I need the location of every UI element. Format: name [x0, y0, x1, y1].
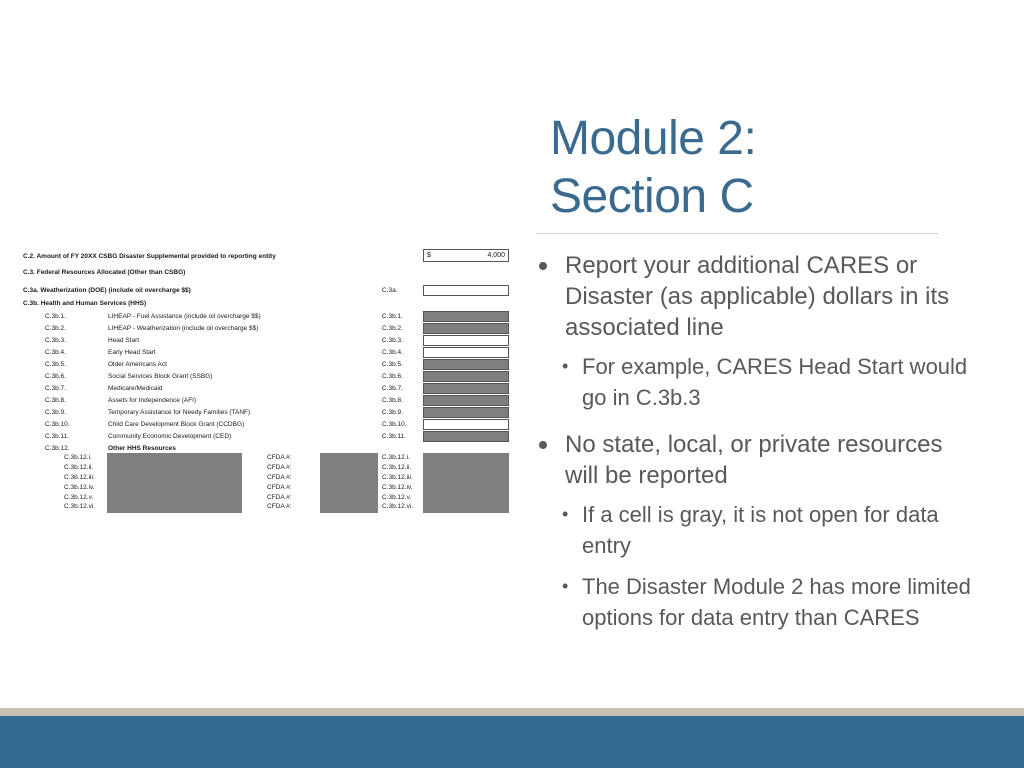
row-ref: C.3b.8.: [382, 397, 403, 404]
bullet-level1: No state, local, or private resources will be reported: [538, 429, 978, 491]
row-code: C.3b.10.: [45, 421, 70, 428]
row-code: C.3b.3.: [45, 337, 66, 344]
row-ref: C.3b.7.: [382, 385, 403, 392]
cfda-row-ref: C.3b.12.v.: [382, 494, 412, 501]
cfda-row-ref: C.3b.12.ii.: [382, 464, 412, 471]
c2-value-cell: [423, 249, 509, 262]
row-cell-gray: [423, 383, 509, 394]
row-code: C.3b.1.: [45, 313, 66, 320]
sheet-row-c3: [20, 267, 515, 279]
cfda-row-code: C.3b.12.iii.: [64, 474, 95, 481]
row-ref: C.3b.6.: [382, 373, 403, 380]
row-code: C.3b.11.: [45, 433, 70, 440]
row-ref: C.3b.2.: [382, 325, 403, 332]
row-label: Temporary Assistance for Needy Families (TANF): [108, 409, 251, 416]
title-divider: [536, 233, 938, 234]
c3b12-label: Other HHS Resources: [108, 445, 176, 452]
row-label: Community Economic Development (CED): [108, 433, 232, 440]
row-code: C.3b.2.: [45, 325, 66, 332]
cfda-label: CFDA #:: [267, 494, 292, 501]
c2-value: 4,000: [487, 252, 505, 259]
bullet-level2: • For example, CARES Head Start would go in C.3b.3: [538, 351, 978, 413]
sheet-row-c3b: [20, 298, 515, 310]
cfda-row-code: C.3b.12.iv.: [64, 484, 95, 491]
row-ref: C.3b.1.: [382, 313, 403, 320]
row-ref: C.3b.10.: [382, 421, 407, 428]
cfda-row-ref: C.3b.12.iv.: [382, 484, 413, 491]
row-ref: C.3b.3.: [382, 337, 403, 344]
bullet-level2: • The Disaster Module 2 has more limited options for data entry than CARES: [538, 571, 978, 633]
c3a-code: C.3a.: [382, 287, 398, 294]
cfda-label: CFDA #:: [267, 464, 292, 471]
row-code: C.3b.9.: [45, 409, 66, 416]
row-cell-gray: [423, 431, 509, 442]
bullet-level1: Report your additional CARES or Disaster (as applicable) dollars in its associated line: [538, 250, 978, 343]
cfda-number-cell: [320, 502, 378, 513]
cfda-label: CFDA #:: [267, 454, 292, 461]
bullet-list: [538, 250, 978, 643]
row-cell-open: [423, 335, 509, 346]
cfda-row-code: C.3b.12.v.: [64, 494, 94, 501]
c2-currency: $: [427, 252, 431, 259]
row-code: C.3b.4.: [45, 349, 66, 356]
row-label: Child Care Development Block Grant (CCDBG): [108, 421, 245, 428]
row-label: Early Head Start: [108, 349, 156, 356]
row-cell-gray: [423, 395, 509, 406]
footer-bar: [0, 716, 1024, 768]
row-cell-gray: [423, 359, 509, 370]
cfda-row-code: C.3b.12.i.: [64, 454, 92, 461]
row-ref: C.3b.4.: [382, 349, 403, 356]
row-label: Social Services Block Grant (SSBG): [108, 373, 213, 380]
row-label: Medicare/Medicaid: [108, 385, 163, 392]
cfda-amount-cell: [423, 502, 509, 513]
row-code: C.3b.8.: [45, 397, 66, 404]
cfda-label: CFDA #:: [267, 474, 292, 481]
c3b-label: C.3b. Health and Human Services (HHS): [23, 300, 147, 307]
row-code: C.3b.6.: [45, 373, 66, 380]
footer-stripe: [0, 708, 1024, 716]
c2-label: C.2. Amount of FY 20XX CSBG Disaster Supplemental provided to reporting entity: [23, 253, 276, 260]
cfda-desc-cell: [107, 502, 242, 513]
row-cell-gray: [423, 407, 509, 418]
c3a-cell: [423, 285, 509, 296]
cfda-label: CFDA #:: [267, 484, 292, 491]
row-label: LIHEAP - Weatherization (include oil overcharge $$): [108, 325, 259, 332]
row-label: Assets for Independence (AFI): [108, 397, 197, 404]
title-line-1: Module 2:: [550, 112, 757, 165]
row-code: C.3b.7.: [45, 385, 66, 392]
row-cell-gray: [423, 311, 509, 322]
title-line-2: Section C: [550, 170, 754, 223]
row-cell-gray: [423, 323, 509, 334]
c3a-label: C.3a. Weatherization (DOE) (include oil overcharge $$): [23, 287, 191, 294]
row-cell-open: [423, 419, 509, 430]
row-label: Older Americans Act: [108, 361, 167, 368]
row-ref: C.3b.9.: [382, 409, 403, 416]
cfda-row-code: C.3b.12.ii.: [64, 464, 94, 471]
slide-title: [550, 110, 970, 226]
row-cell-gray: [423, 371, 509, 382]
row-label: Head Start: [108, 337, 140, 344]
cfda-label: CFDA #:: [267, 503, 292, 510]
bullet-level2: • If a cell is gray, it is not open for data entry: [538, 499, 978, 561]
spreadsheet-screenshot: [20, 249, 515, 510]
cfda-row: [20, 501, 515, 513]
row-label: LIHEAP - Fuel Assistance (include oil overcharge $$): [108, 313, 261, 320]
cfda-row-ref: C.3b.12.i.: [382, 454, 410, 461]
row-ref: C.3b.5.: [382, 361, 403, 368]
row-cell-open: [423, 347, 509, 358]
cfda-row-code: C.3b.12.vi.: [64, 503, 96, 510]
c3b12-code: C.3b.12.: [45, 445, 70, 452]
cfda-row-ref: C.3b.12.vi.: [382, 503, 414, 510]
cfda-row-ref: C.3b.12.iii.: [382, 474, 413, 481]
row-ref: C.3b.11.: [382, 433, 407, 440]
c3-label: C.3. Federal Resources Allocated (Other than CSBG): [23, 269, 186, 276]
row-code: C.3b.5.: [45, 361, 66, 368]
